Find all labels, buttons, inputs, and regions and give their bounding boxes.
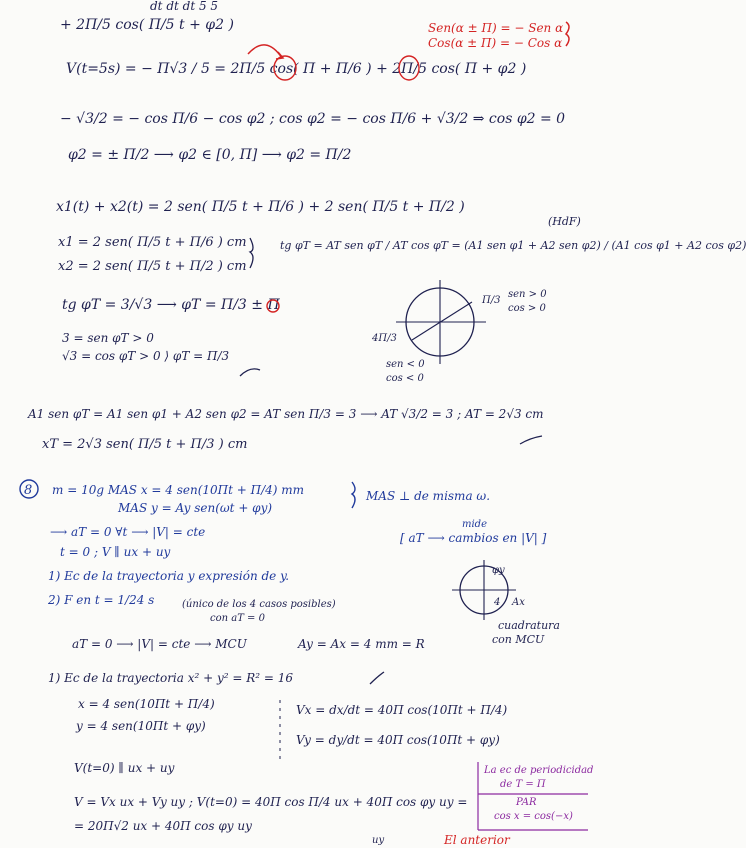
equation-tg-phase: tg φT = AT sen φT / AT cos φT = (A1 sen φ1 + A2 sen φ2) / (A1 cos φ1 + A2 cos φ2)	[280, 239, 746, 252]
trig-brace	[566, 22, 569, 46]
item-8-circle	[20, 480, 38, 498]
unique-case-condition: con aT = 0	[210, 613, 265, 624]
bottom-vector-label: uy	[372, 835, 385, 846]
par-note: PAR	[516, 797, 537, 808]
red-circle-pi-1	[274, 56, 296, 80]
sen-negative-label: sen < 0	[386, 359, 425, 370]
equation-radius: Ay = Ax = 4 mm = R	[298, 637, 425, 651]
trig-identity-sen: Sen(α ± Π) = − Sen α	[428, 21, 564, 35]
periodicity-note-2: de T = Π	[500, 779, 546, 790]
equation-line-5: x1(t) + x2(t) = 2 sen( Π/5 t + Π/6 ) + 2 sen( Π/5 t + Π/2 )	[56, 199, 465, 215]
circle-ax-label: Ax	[512, 597, 525, 608]
equation-vx: Vx = dx/dt = 40Π cos(10Πt + Π/4)	[296, 703, 508, 717]
red-arc-arrow	[248, 45, 282, 58]
trig-diameter	[412, 302, 472, 340]
item-8-number: 8	[24, 483, 33, 498]
cos-negative-label: cos < 0	[386, 373, 424, 384]
question-2: 2) F en t = 1/24 s	[48, 593, 155, 607]
cuadratura-note: cuadratura	[498, 619, 560, 632]
equation-mas-y: MAS y = Ay sen(ωt + φy)	[118, 501, 273, 515]
equation-sen-positive: 3 = sen φT > 0	[62, 331, 154, 345]
circle-4-label: 4	[494, 597, 501, 608]
equation-v-initial: V(t=0) ∥ ux + uy	[74, 761, 175, 775]
equation-line-3: − √3/2 = − cos Π/6 − cos φ2 ; cos φ2 = − cos Π/6 + √3/2 ⇒ cos φ2 = 0	[60, 111, 566, 127]
sen-positive-label: sen > 0	[508, 289, 547, 300]
quadrant-4pi3-label: 4Π/3	[372, 333, 397, 344]
equation-xT: xT = 2√3 sen( Π/5 t + Π/3 ) cm	[42, 437, 248, 452]
x-brace	[250, 238, 253, 268]
quadrant-pi3-label: Π/3	[482, 295, 501, 306]
cos-positive-label: cos > 0	[508, 303, 546, 314]
equation-x-of-t: x = 4 sen(10Πt + Π/4)	[78, 697, 215, 711]
equation-cos-positive: √3 = cos φT > 0 ⟩ φT = Π/3	[62, 349, 230, 363]
trig-identity-cos: Cos(α ± Π) = − Cos α	[428, 36, 563, 50]
question-1: 1) Ec de la trayectoria y expresión de y.	[48, 569, 290, 583]
equation-line-4: φ2 = ± Π/2 ⟶ φ2 ∈ [0, Π] ⟶ φ2 = Π/2	[68, 147, 352, 163]
mcu-note: con MCU	[492, 633, 545, 646]
equation-v-simplified: = 20Π√2 ux + 40Π cos φy uy	[74, 819, 252, 833]
equation-v-vector: V = Vx ux + Vy uy ; V(t=0) = 40Π cos Π/4 ux + 40Π cos φy uy =	[74, 795, 468, 809]
cos-even-note: cos x = cos(−x)	[494, 811, 573, 822]
circle-phi-label: φy	[492, 565, 505, 576]
equation-tg-result: tg φT = 3/√3 ⟶ φT = Π/3 ± Π	[62, 297, 280, 313]
equation-mcu: aT = 0 ⟶ |V| = cte ⟶ MCU	[72, 637, 247, 651]
red-marker	[267, 300, 279, 312]
el-anterior-note: El anterior	[444, 833, 510, 847]
mas-same-omega-note: MAS ⊥ de misma ω.	[366, 489, 491, 503]
equation-mas-x: m = 10g MAS x = 4 sen(10Πt + Π/4) mm	[52, 483, 305, 497]
hdf-note: (HdF)	[548, 215, 581, 228]
equation-y-of-t: y = 4 sen(10Πt + φy)	[76, 719, 206, 733]
top-cut-line: dt dt dt 5 5	[150, 0, 219, 13]
mide-note: mide	[462, 519, 487, 530]
equation-x2: x2 = 2 sen( Π/5 t + Π/2 ) cm	[58, 259, 247, 274]
periodicity-note-1: La ec de periodicidad	[484, 765, 594, 776]
red-circle-pi-2	[399, 56, 419, 80]
equation-amplitude: A1 sen φT = A1 sen φ1 + A2 sen φ2 = AT sen Π/3 = 3 ⟶ AT √3/2 = 3 ; AT = 2√3 cm	[28, 407, 544, 421]
equation-at-zero: ⟶ aT = 0 ∀t ⟶ |V| = cte	[50, 525, 206, 539]
equation-x1: x1 = 2 sen( Π/5 t + Π/6 ) cm	[58, 235, 247, 250]
mas-brace	[352, 482, 355, 508]
cambios-note: [ aT ⟶ cambios en |V| ]	[400, 531, 547, 545]
equation-vy: Vy = dy/dt = 40Π cos(10Πt + φy)	[296, 733, 500, 747]
unique-case-note: (único de los 4 casos posibles)	[182, 599, 336, 610]
equation-line-2: V(t=5s) = − Π√3 / 5 = 2Π/5 cos( Π + Π/6 ) + 2Π/5 cos( Π + φ2 )	[66, 61, 527, 77]
equation-line-1: + 2Π/5 cos( Π/5 t + φ2 )	[60, 17, 234, 33]
equation-trajectory: 1) Ec de la trayectoria x² + y² = R² = 16	[48, 671, 294, 685]
equation-v-parallel: t = 0 ; V ∥ ux + uy	[60, 545, 171, 559]
